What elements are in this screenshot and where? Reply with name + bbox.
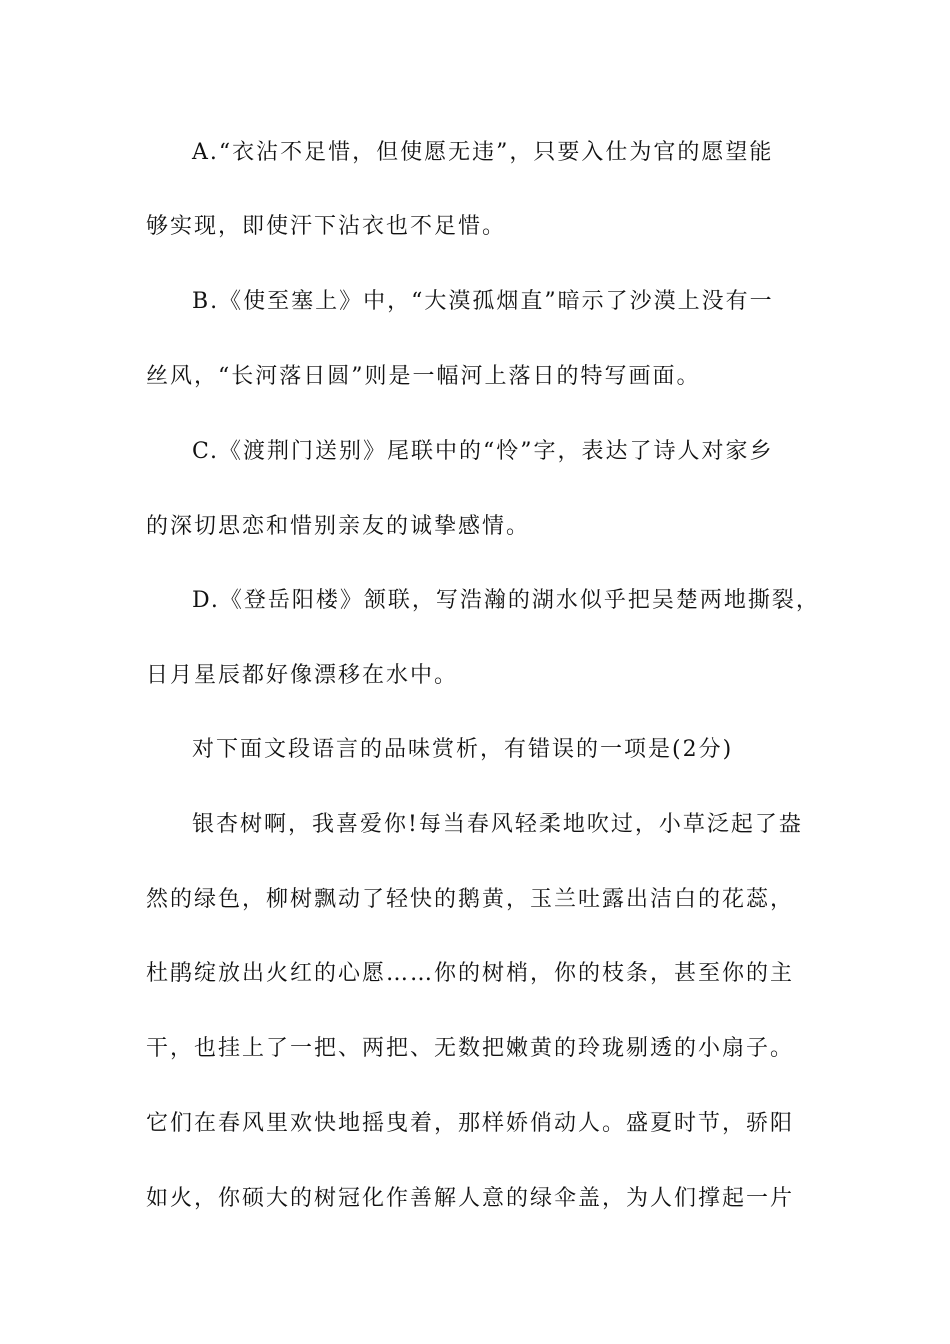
option-c-line-1: C.《渡荆门送别》尾联中的“怜”字，表达了诗人对家乡 [192,439,774,464]
passage-line-5: 它们在春风里欢快地摇曳着，那样娇俏动人。盛夏时节，骄阳 [146,1111,795,1136]
option-d-line-1: D.《登岳阳楼》颔联，写浩瀚的湖水似乎把吴楚两地撕裂， [192,588,820,613]
option-b-line-1: B.《使至塞上》中，“大漠孤烟直”暗示了沙漠上没有一 [192,289,774,314]
passage-line-1: 银杏树啊，我喜爱你!每当春风轻柔地吹过，小草泛起了盎 [192,812,803,837]
passage-line-2: 然的绿色，柳树飘动了轻快的鹅黄，玉兰吐露出洁白的花蕊， [146,887,795,912]
option-a-line-1: A.“衣沾不足惜，但使愿无违”，只要入仕为官的愿望能 [192,140,774,165]
option-d-line-2: 日月星辰都好像漂移在水中。 [146,663,459,688]
option-c-line-2: 的深切思恋和惜别亲友的诚挚感情。 [146,514,531,539]
passage-line-6: 如火，你硕大的树冠化作善解人意的绿伞盖，为人们撑起一片 [146,1186,795,1211]
option-a-line-2: 够实现，即使汗下沾衣也不足惜。 [146,214,507,239]
question-prompt: 对下面文段语言的品味赏析，有错误的一项是(2分) [192,737,734,762]
passage-line-4: 干，也挂上了一把、两把、无数把嫩黄的玲珑剔透的小扇子。 [146,1036,795,1061]
passage-line-3: 杜鹃绽放出火红的心愿……你的树梢，你的枝条，甚至你的主 [146,961,795,986]
option-b-line-2: 丝风，“长河落日圆”则是一幅河上落日的特写画面。 [146,364,701,389]
